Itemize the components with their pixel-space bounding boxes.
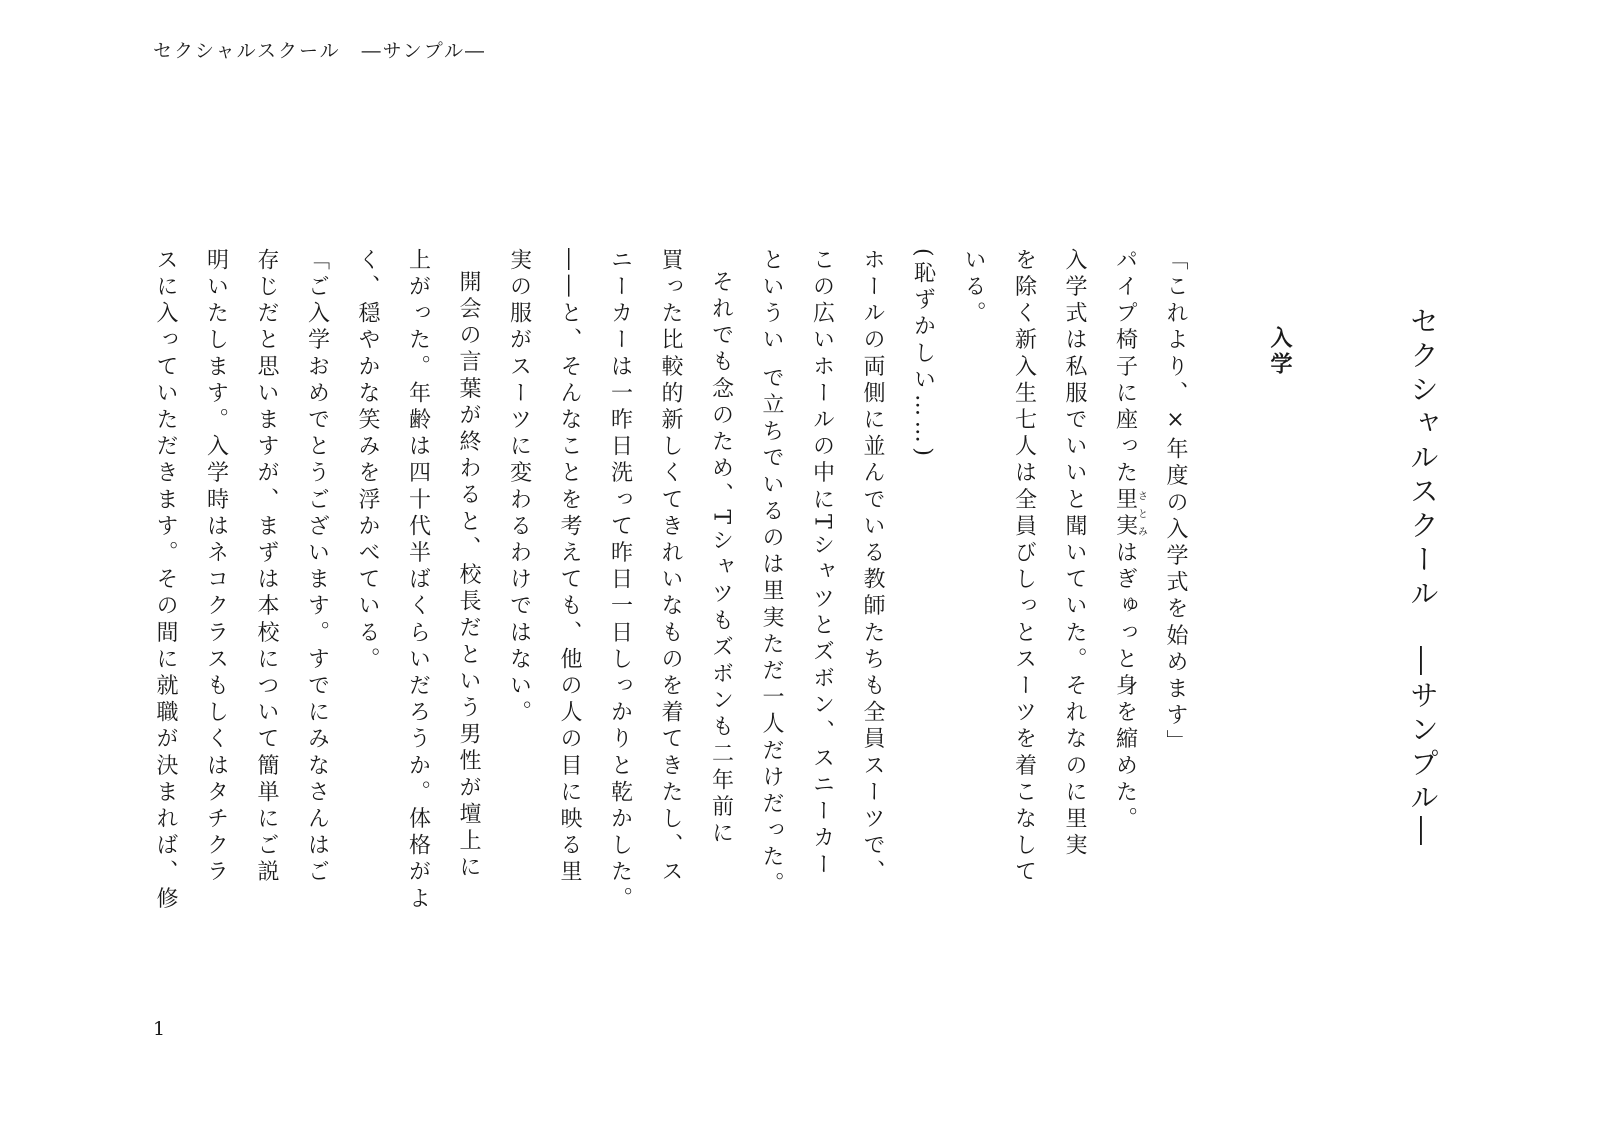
text-line bbox=[1099, 248, 1150, 908]
text-line: く、穏やかな笑みを浮かべている。 bbox=[355, 248, 380, 674]
book-title: セクシャルスクール ―サンプル― bbox=[1406, 306, 1440, 850]
text-line: 「ご入学おめでとうございます。すでにみなさんはご bbox=[304, 248, 330, 887]
text-line: を除く新入生七人は全員びしっとスーツを着こなして bbox=[1011, 248, 1037, 887]
text-line: この広いホールの中にTシャツとズボン、スニーカー bbox=[809, 248, 835, 880]
text-line: ――と、そんなことを考えても、他の人の目に映る里 bbox=[557, 248, 582, 887]
text-line: 開会の言葉が終わると、校長だという男性が壇上に bbox=[456, 270, 481, 882]
furigana-ruby bbox=[1112, 487, 1147, 541]
text-line: (恥ずかしい……) bbox=[910, 248, 936, 461]
ruby-reading: さとみ bbox=[1135, 487, 1147, 541]
text-line: というい で立ちでいるのは里実ただ一人だけだった。 bbox=[759, 248, 784, 898]
text-line: いる。 bbox=[961, 248, 986, 328]
text-line: ホールの両側に並んでいる教師たちも全員スーツで、 bbox=[860, 248, 885, 887]
ruby-base: 里実 bbox=[1112, 487, 1138, 541]
text-line: 上がった。年齢は四十代半ばくらいだろうか。体格がよ bbox=[405, 248, 431, 913]
body-text bbox=[153, 248, 1200, 913]
text-line: それでも念のため、Tシャツもズボンも二年前に bbox=[708, 270, 734, 848]
page-number: 1 bbox=[153, 1018, 166, 1040]
text-line: 買った比較的新しくてきれいなものを着てきたし、ス bbox=[658, 248, 683, 887]
chapter-title: 入学 bbox=[1267, 326, 1292, 378]
text-line: 「これより、×年度の入学式を始めます」 bbox=[1163, 248, 1188, 757]
text-line: 実の服がスーツに変わるわけではない。 bbox=[506, 248, 532, 727]
text-segment: パイプ椅子に座った bbox=[1112, 248, 1138, 488]
text-line: 入学式は私服でいいと聞いていた。それなのに里実 bbox=[1062, 248, 1087, 860]
text-line: スに入っていただきます。その間に就職が決まれば、修 bbox=[153, 248, 178, 913]
text-line: ニーカーは一昨日洗って昨日一日しっかりと乾かした。 bbox=[607, 248, 633, 913]
text-segment: はぎゅっと身を縮めた。 bbox=[1112, 540, 1138, 834]
text-line: 存じだと思いますが、まずは本校について簡単にご説 bbox=[254, 248, 279, 887]
running-header: セクシャルスクール ―サンプル― bbox=[153, 40, 486, 62]
text-line: 明いたします。入学時はネコクラスもしくはタチクラ bbox=[203, 248, 229, 887]
